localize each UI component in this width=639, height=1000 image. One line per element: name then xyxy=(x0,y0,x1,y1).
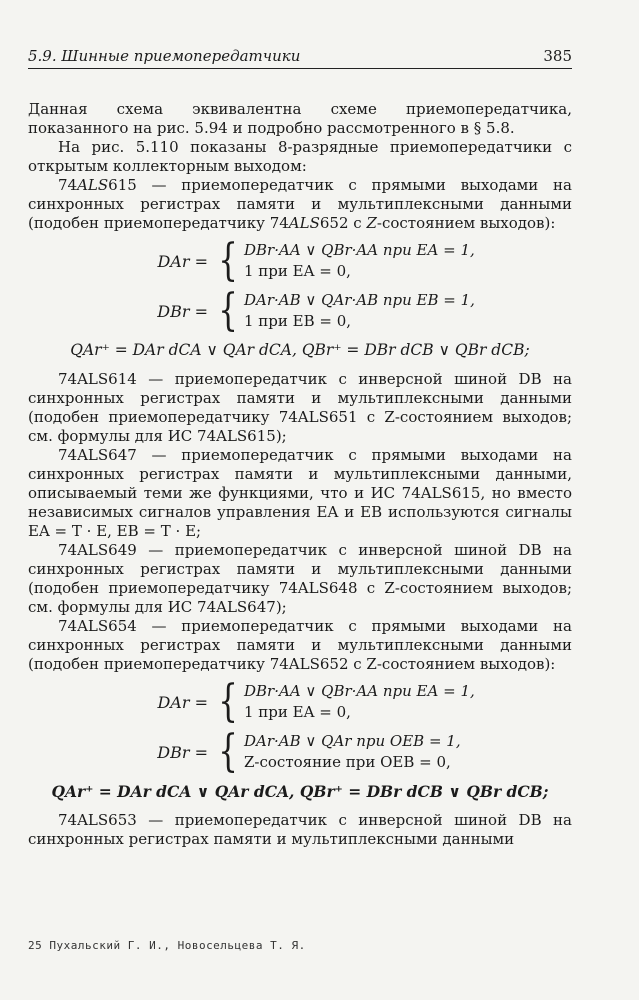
footer-signature: 25 Пухальский Г. И., Новосельцева Т. Я. xyxy=(28,939,306,952)
formula-line-2: QAr⁺ = DAr dCA ∨ QAr dCA, QBr⁺ = DBr dCB ∨ QBr dCB; xyxy=(51,782,549,801)
page-number: 385 xyxy=(543,47,572,65)
formula-system-3: DAr = { DBr·AA ∨ QBr·AA при EA = 1, 1 при EA = 0, xyxy=(157,676,475,727)
formula-system-2: DBr = { DAr·AB ∨ QAr·AB при EB = 1, 1 при EB = 0, xyxy=(157,285,475,336)
formula-line-1: QAr⁺ = DAr dCA ∨ QAr dCA, QBr⁺ = DBr dCB ∨ QBr dCB; xyxy=(70,341,530,359)
paragraph-1: Данная схема эквивалентна схеме приемопередатчика, показанного на рис. 5.94 и подробно рассмотренного в § 5.8. xyxy=(28,100,572,137)
paragraph-5: 74ALS647 — приемопередатчик с прямыми выходами на синхронных регистрах памяти и мультиплексными данными, описываемый теми же функциями, что и ИС 74ALS615, но вместо независимых сигналов управления EA и EB используются сигналы EA = T · E, EB = T · E; xyxy=(28,446,572,540)
paragraph-3: 74ALS615 — приемопередатчик с прямыми выходами на синхронных регистрах памяти и мультиплексными данными (подобен приемопередатчику 74ALS652 с Z-состоянием выходов): xyxy=(28,176,572,232)
section-title: 5.9. Шинные приемопередатчики xyxy=(28,47,301,65)
body-text xyxy=(28,100,572,849)
paragraph-7: 74ALS654 — приемопередатчик с прямыми выходами на синхронных регистрах памяти и мультиплексными данными (подобен приемопередатчику 74ALS652 с Z-состоянием выходов): xyxy=(28,617,572,673)
running-header xyxy=(28,47,572,69)
formula-system-1: DAr = { DBr·AA ∨ QBr·AA при EA = 1, 1 при EA = 0, xyxy=(157,235,475,286)
formula-system-4: DBr = { DAr·AB ∨ QAr при OEB = 1, Z-состояние при OEB = 0, xyxy=(157,726,461,777)
paragraph-8: 74ALS653 — приемопередатчик с инверсной шиной DB на синхронных регистрах памяти и мультиплексными данными xyxy=(28,811,572,848)
paragraph-2: На рис. 5.110 показаны 8-разрядные приемопередатчики с открытым коллекторным выходом: xyxy=(28,138,572,175)
paragraph-6: 74ALS649 — приемопередатчик с инверсной шиной DB на синхронных регистрах памяти и мультиплексными данными (подобен приемопередатчику 74ALS648 с Z-состоянием выходов; см. формулы для ИС 74ALS647); xyxy=(28,541,572,616)
header-rule xyxy=(28,68,572,69)
paragraph-4: 74ALS614 — приемопередатчик с инверсной шиной DB на синхронных регистрах памяти и мультиплексными данными (подобен приемопередатчику 74ALS651 с Z-состоянием выходов; см. формулы для ИС 74ALS615); xyxy=(28,370,572,445)
